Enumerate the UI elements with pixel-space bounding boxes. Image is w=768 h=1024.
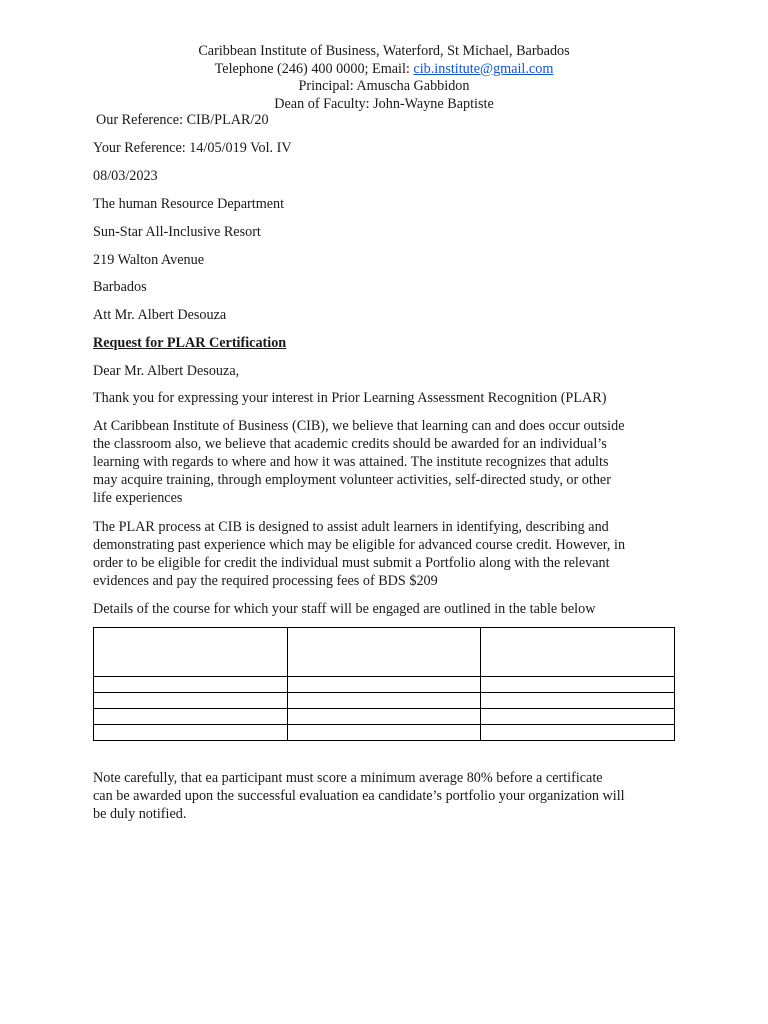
- recipient-attention: Att Mr. Albert Desouza: [93, 307, 227, 323]
- your-reference: Your Reference: 14/05/019 Vol. IV: [93, 140, 292, 156]
- paragraph-line: order to be eligible for credit the individual must submit a Portfolio along with the relevant: [93, 555, 610, 571]
- paragraph-intro: Thank you for expressing your interest in Prior Learning Assessment Recognition (PLAR): [93, 390, 607, 406]
- table-row: [94, 693, 675, 709]
- table-cell: [287, 725, 481, 741]
- table-header-cell: [481, 628, 675, 677]
- paragraph-note: [93, 769, 683, 823]
- table-cell: [481, 725, 675, 741]
- recipient-country: Barbados: [93, 279, 147, 295]
- paragraph-line: learning with regards to where and how it was attained. The institute recognizes that adults: [93, 454, 609, 470]
- contact-line: [0, 61, 768, 79]
- principal-line: Principal: Amuscha Gabbidon: [298, 78, 470, 94]
- table-row: [94, 709, 675, 725]
- paragraph-line: can be awarded upon the successful evaluation ea candidate’s portfolio your organization will: [93, 788, 625, 804]
- table-cell: [94, 677, 288, 693]
- table-cell: [287, 677, 481, 693]
- letterhead: [0, 43, 768, 113]
- table-header-cell: [287, 628, 481, 677]
- table-row: [94, 725, 675, 741]
- salutation: Dear Mr. Albert Desouza,: [93, 363, 240, 379]
- paragraph-line: life experiences: [93, 490, 183, 506]
- paragraph-line: be duly notified.: [93, 806, 187, 822]
- table-cell: [287, 709, 481, 725]
- paragraph-line: the classroom also, we believe that academic credits should be awarded for an individual’s: [93, 436, 607, 452]
- letter-date: 08/03/2023: [93, 168, 158, 184]
- paragraph-line: demonstrating past experience which may be eligible for advanced course credit. However, in: [93, 537, 626, 553]
- dean-line: Dean of Faculty: John-Wayne Baptiste: [274, 95, 494, 112]
- paragraph-belief: [93, 417, 683, 507]
- paragraph-line: At Caribbean Institute of Business (CIB), we believe that learning can and does occur outside: [93, 418, 625, 434]
- table-cell: [287, 693, 481, 709]
- table-cell: [94, 709, 288, 725]
- telephone-text: Telephone (246) 400 0000; Email:: [214, 60, 414, 77]
- paragraph-table-intro: Details of the course for which your staff will be engaged are outlined in the table below: [93, 601, 596, 617]
- paragraph-line: may acquire training, through employment volunteer activities, self-directed study, or other: [93, 472, 611, 488]
- table-header-cell: [94, 628, 288, 677]
- table-row: [94, 677, 675, 693]
- letter-subject: Request for PLAR Certification: [93, 335, 287, 351]
- paragraph-line: Note carefully, that ea participant must score a minimum average 80% before a certificate: [93, 770, 603, 786]
- recipient-department: The human Resource Department: [93, 196, 285, 212]
- course-details-table: [93, 627, 675, 741]
- paragraph-line: evidences and pay the required processing fees of BDS $209: [93, 573, 438, 589]
- our-reference: Our Reference: CIB/PLAR/20: [96, 112, 269, 128]
- email-link[interactable]: cib.institute@gmail.com: [413, 60, 554, 77]
- table-cell: [94, 693, 288, 709]
- table-cell: [481, 693, 675, 709]
- institute-address: Caribbean Institute of Business, Waterford, St Michael, Barbados: [198, 43, 570, 59]
- paragraph-line: The PLAR process at CIB is designed to assist adult learners in identifying, describing and: [93, 519, 609, 535]
- recipient-organization: Sun-Star All-Inclusive Resort: [93, 224, 261, 240]
- table-cell: [481, 709, 675, 725]
- table-cell: [94, 725, 288, 741]
- table-header-row: [94, 628, 675, 677]
- paragraph-process: [93, 518, 683, 590]
- table-cell: [481, 677, 675, 693]
- recipient-street: 219 Walton Avenue: [93, 252, 205, 268]
